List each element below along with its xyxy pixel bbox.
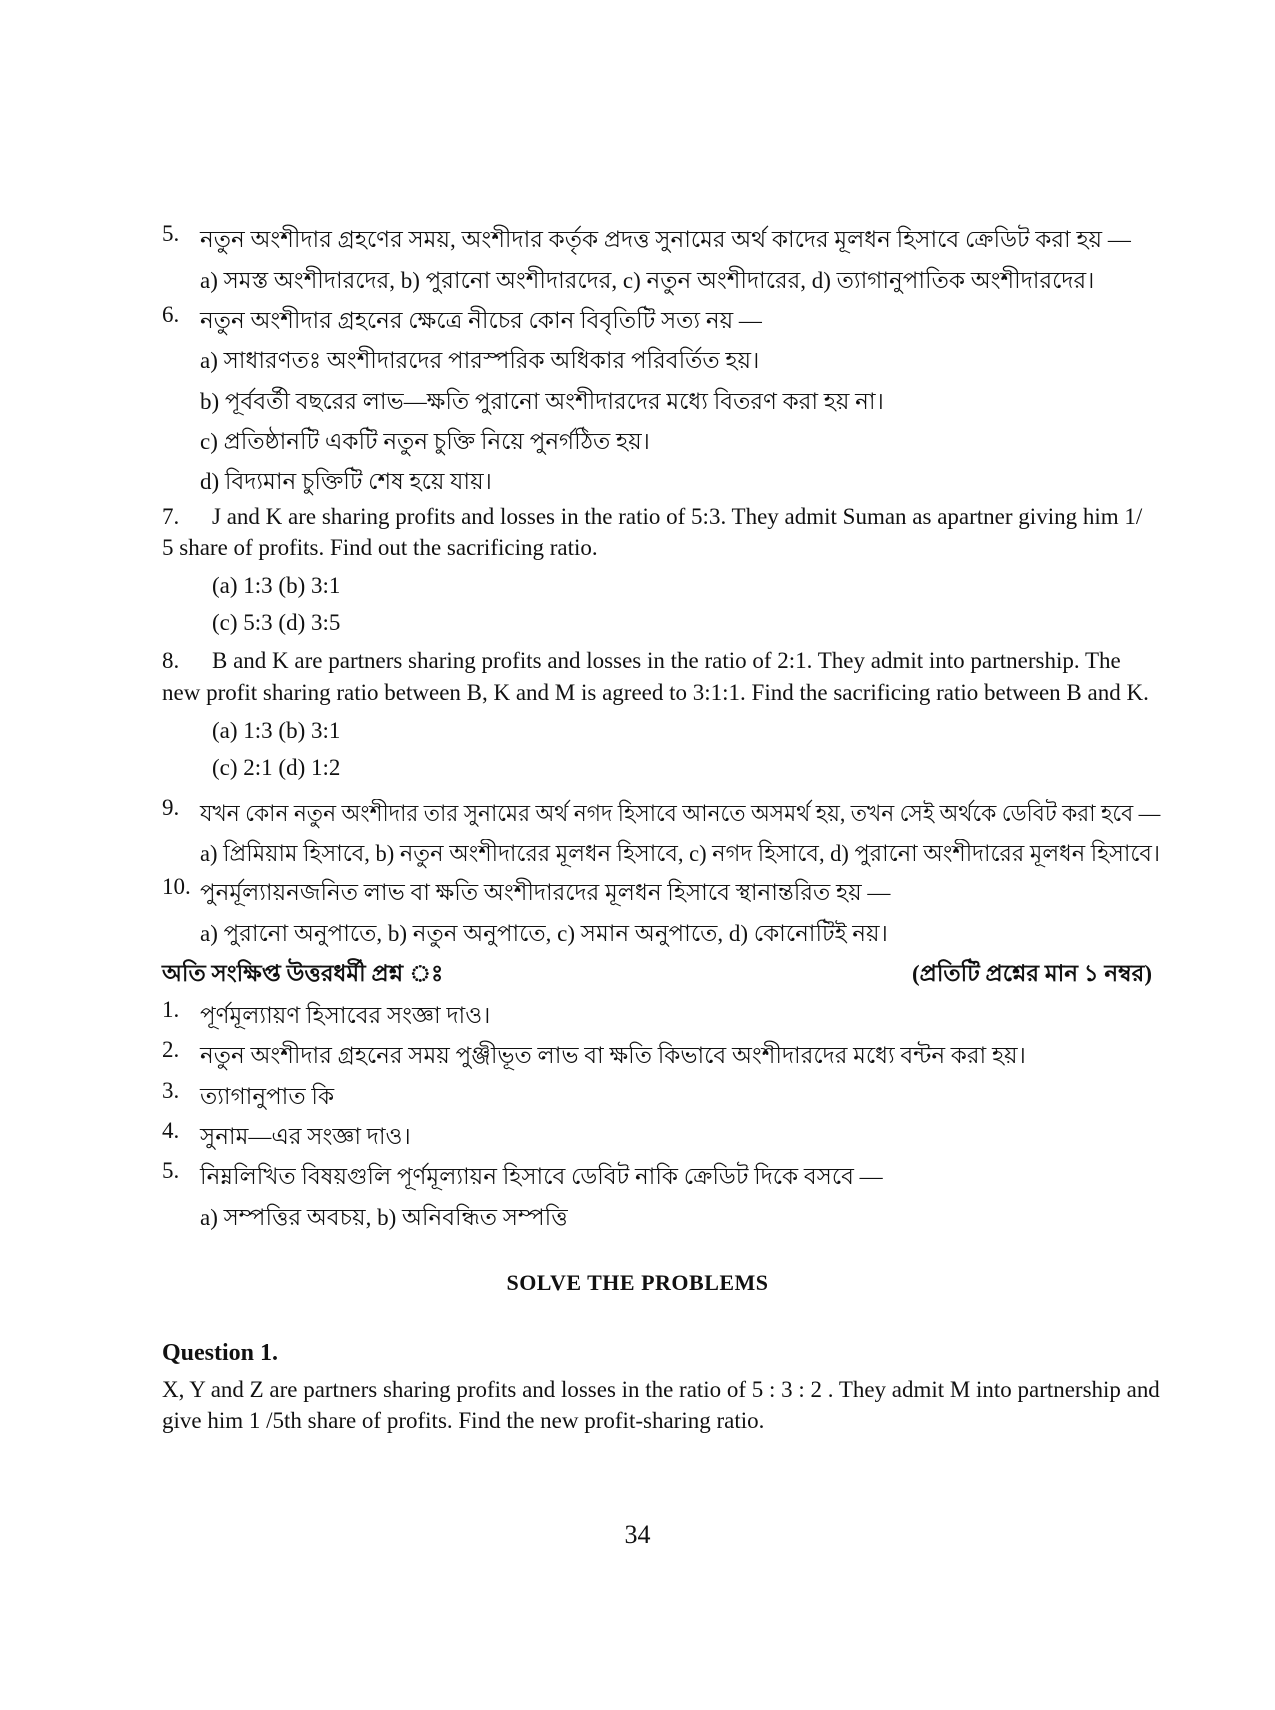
section-marks: (প্রতিটি প্রশ্নের মান ১ নম্বর) xyxy=(912,961,1152,986)
question-option: (a) 1:3 (b) 3:1 xyxy=(212,718,341,743)
short-question-subtext: a) সম্পত্তির অবচয়, b) অনিবন্ধিত সম্পত্তি xyxy=(200,1205,568,1230)
question-text: J and K are sharing profits and losses in the ratio of 5:3. They admit Suman as apartner giving him 1/ xyxy=(212,504,1143,529)
question-text: যখন কোন নতুন অংশীদার তার সুনামের অর্থ নগদ হিসাবে আনতে অসমর্থ হয়, তখন সেই অর্থকে ডেবিট করা হবে — xyxy=(200,801,1161,826)
short-question-text: নতুন অংশীদার গ্রহনের সময় পুঞ্জীভূত লাভ বা ক্ষতি কিভাবে অংশীদারদের মধ্যে বন্টন করা হয়। xyxy=(200,1043,1026,1068)
question-number: 5. xyxy=(162,221,180,246)
question-body-line: give him 1 /5th share of profits. Find the new profit-sharing ratio. xyxy=(162,1408,765,1433)
question-number: 10. xyxy=(162,874,191,899)
short-question-text: ত্যাগানুপাত কি xyxy=(200,1084,335,1109)
question-number: 7. xyxy=(162,504,180,529)
short-question-number: 2. xyxy=(162,1037,180,1062)
page-number: 34 xyxy=(624,1520,651,1549)
question-option: a) প্রিমিয়াম হিসাবে, b) নতুন অংশীদারের মূলধন হিসাবে, c) নগদ হিসাবে, d) পুরানো অংশীদারের মূলধন হিসাবে। xyxy=(200,841,1160,866)
short-question-number: 1. xyxy=(162,997,180,1022)
question-option: (a) 1:3 (b) 3:1 xyxy=(212,573,341,598)
short-question-text: নিম্নলিখিত বিষয়গুলি পূর্ণমূল্যায়ন হিসাবে ডেবিট নাকি ক্রেডিট দিকে বসবে — xyxy=(200,1164,883,1189)
short-question-number: 5. xyxy=(162,1158,180,1183)
question-title: Question 1. xyxy=(162,1340,279,1366)
short-question-text: সুনাম—এর সংজ্ঞা দাও। xyxy=(200,1124,411,1149)
question-number: 6. xyxy=(162,302,180,327)
question-option: (c) 5:3 (d) 3:5 xyxy=(212,610,341,635)
question-option: d) বিদ্যমান চুক্তিটি শেষ হয়ে যায়। xyxy=(200,469,492,494)
question-number: 9. xyxy=(162,795,180,820)
question-text: পুনর্মূল্যায়নজনিত লাভ বা ক্ষতি অংশীদারদের মূলধন হিসাবে স্থানান্তরিত হয় — xyxy=(200,880,891,905)
question-text: নতুন অংশীদার গ্রহণের সময়, অংশীদার কর্তৃক প্রদত্ত সুনামের অর্থ কাদের মূলধন হিসাবে ক্রেডিট করা হয় — xyxy=(200,227,1131,252)
question-text: B and K are partners sharing profits and losses in the ratio of 2:1. They admit into partnership. The xyxy=(212,648,1121,673)
section-title: অতি সংক্ষিপ্ত উত্তরধর্মী প্রশ্ন ঃ xyxy=(162,961,444,986)
short-question-text: পূর্ণমূল্যায়ণ হিসাবের সংজ্ঞা দাও। xyxy=(200,1003,491,1028)
question-text-continued: new profit sharing ratio between B, K and M is agreed to 3:1:1. Find the sacrificing ratio between B and K. xyxy=(162,680,1149,705)
question-option: c) প্রতিষ্ঠানটি একটি নতুন চুক্তি নিয়ে পুনর্গঠিত হয়। xyxy=(200,429,650,454)
question-option: (c) 2:1 (d) 1:2 xyxy=(212,755,341,780)
question-text: নতুন অংশীদার গ্রহনের ক্ষেত্রে নীচের কোন বিবৃতিটি সত্য নয় — xyxy=(200,308,762,333)
short-question-number: 4. xyxy=(162,1118,180,1143)
problems-heading: SOLVE THE PROBLEMS xyxy=(506,1270,769,1295)
short-question-number: 3. xyxy=(162,1078,180,1103)
question-text-continued: 5 share of profits. Find out the sacrificing ratio. xyxy=(162,535,598,560)
question-option: a) পুরানো অনুপাতে, b) নতুন অনুপাতে, c) সমান অনুপাতে, d) কোনোটিই নয়। xyxy=(200,921,888,946)
question-option: b) পূর্ববর্তী বছরের লাভ—ক্ষতি পুরানো অংশীদারদের মধ্যে বিতরণ করা হয় না। xyxy=(200,389,884,414)
question-option: a) সাধারণতঃ অংশীদারদের পারস্পরিক অধিকার পরিবর্তিত হয়। xyxy=(200,348,760,373)
question-body-line: X, Y and Z are partners sharing profits and losses in the ratio of 5 : 3 : 2 . They admit M into partnership and xyxy=(162,1377,1160,1402)
question-number: 8. xyxy=(162,648,180,673)
question-option: a) সমস্ত অংশীদারদের, b) পুরানো অংশীদারদের, c) নতুন অংশীদারের, d) ত্যাগানুপাতিক অংশীদারদের। xyxy=(200,268,1095,293)
